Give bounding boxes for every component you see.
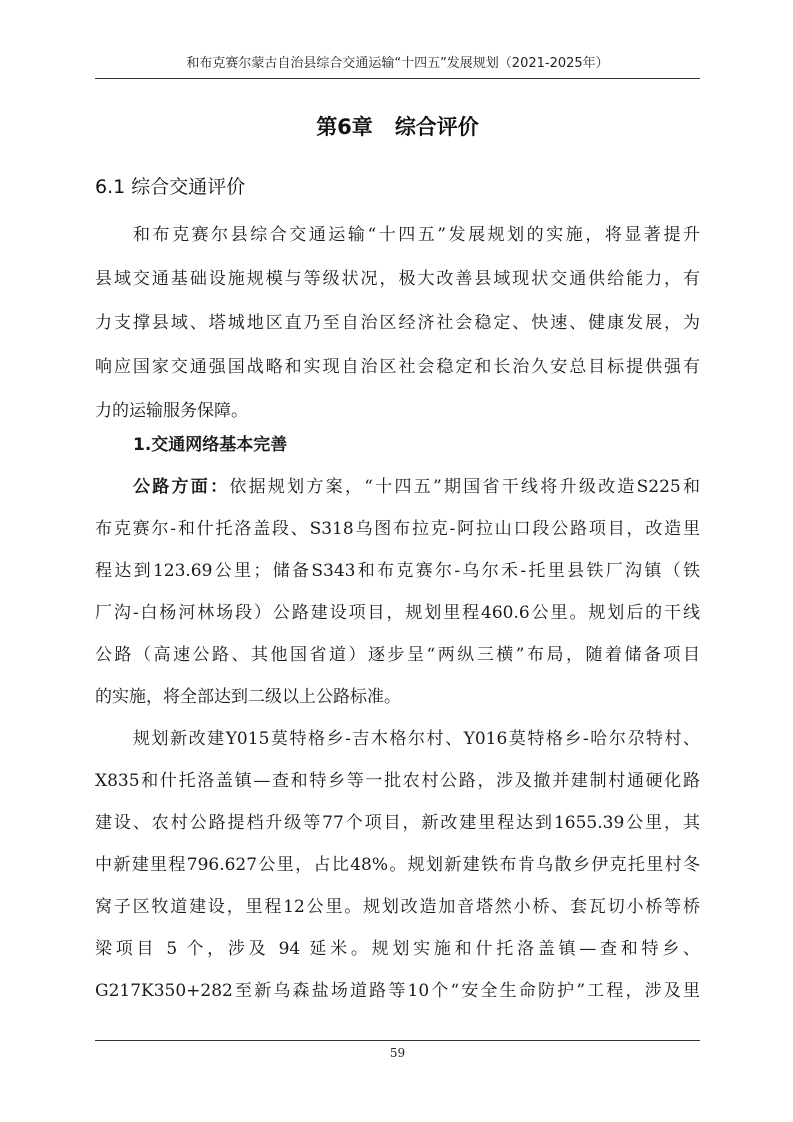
intro-line-4: 响应国家交通强国战略和实现自治区社会稳定和长治久安总目标提供强有	[95, 357, 700, 377]
highway-line-1	[95, 473, 700, 501]
highway-line-2: 布克赛尔-和什托洛盖段、S318乌图布拉克-阿拉山口段公路项目，改造里	[95, 519, 700, 539]
chapter-title	[95, 112, 700, 142]
running-header: 和布克赛尔蒙古自治县综合交通运输“十四五”发展规划（2021-2025年）	[186, 56, 609, 71]
intro-line-1: 和布克赛尔县综合交通运输“十四五”发展规划的实施，将显著提升	[133, 225, 700, 245]
rural-line-7: G217K350+282至新乌森盐场道路等10个“安全生命防护”工程，涉及里	[95, 981, 700, 1001]
subsection-heading: 1.交通网络基本完善	[133, 435, 288, 455]
rural-line-5: 窝子区牧道建设，里程12公里。规划改造加音塔然小桥、套瓦切小桥等桥	[95, 897, 700, 917]
rural-line-6: 梁项目 5 个，涉及 94 延米。规划实施和什托洛盖镇—查和特乡、	[95, 939, 700, 959]
rural-line-1: 规划新改建Y015莫特格乡-吉木格尔村、Y016莫特格乡-哈尔尕特村、	[133, 729, 700, 749]
intro-line-5: 力的运输服务保障。	[95, 401, 248, 421]
header-divider	[95, 78, 700, 79]
highway-lead: 公路方面：	[133, 477, 230, 497]
section-heading: 6.1 综合交通评价	[95, 176, 246, 198]
chapter-number: 第6章	[316, 115, 373, 139]
chapter-name: 综合评价	[394, 115, 479, 139]
rural-line-3: 建设、农村公路提档升级等77个项目，新改建里程达到1655.39公里，其	[95, 813, 700, 833]
page-number: 59	[389, 1046, 406, 1060]
rural-line-4: 中新建里程796.627公里，占比48%。规划新建铁布肯乌散乡伊克托里村冬	[95, 855, 700, 875]
intro-line-2: 县域交通基础设施规模与等级状况，极大改善县域现状交通供给能力，有	[95, 269, 700, 289]
highway-line-6: 的实施，将全部达到二级以上公路标准。	[95, 687, 401, 707]
highway-line-4: 厂沟-白杨河林场段）公路建设项目，规划里程460.6公里。规划后的干线	[95, 603, 700, 623]
highway-line-5: 公路（高速公路、其他国省道）逐步呈“两纵三横”布局，随着储备项目	[95, 645, 700, 665]
footer-divider	[95, 1040, 700, 1041]
intro-line-3: 力支撑县域、塔城地区直乃至自治区经济社会稳定、快速、健康发展，为	[95, 313, 700, 333]
highway-line-1-text: 依据规划方案，“十四五”期国省干线将升级改造S225和	[229, 477, 700, 497]
rural-line-2: X835和什托洛盖镇—查和特乡等一批农村公路，涉及撤并建制村通硬化路	[95, 771, 700, 791]
highway-line-3: 程达到123.69公里；储备S343和布克赛尔-乌尔禾-托里县铁厂沟镇（铁	[95, 561, 700, 581]
